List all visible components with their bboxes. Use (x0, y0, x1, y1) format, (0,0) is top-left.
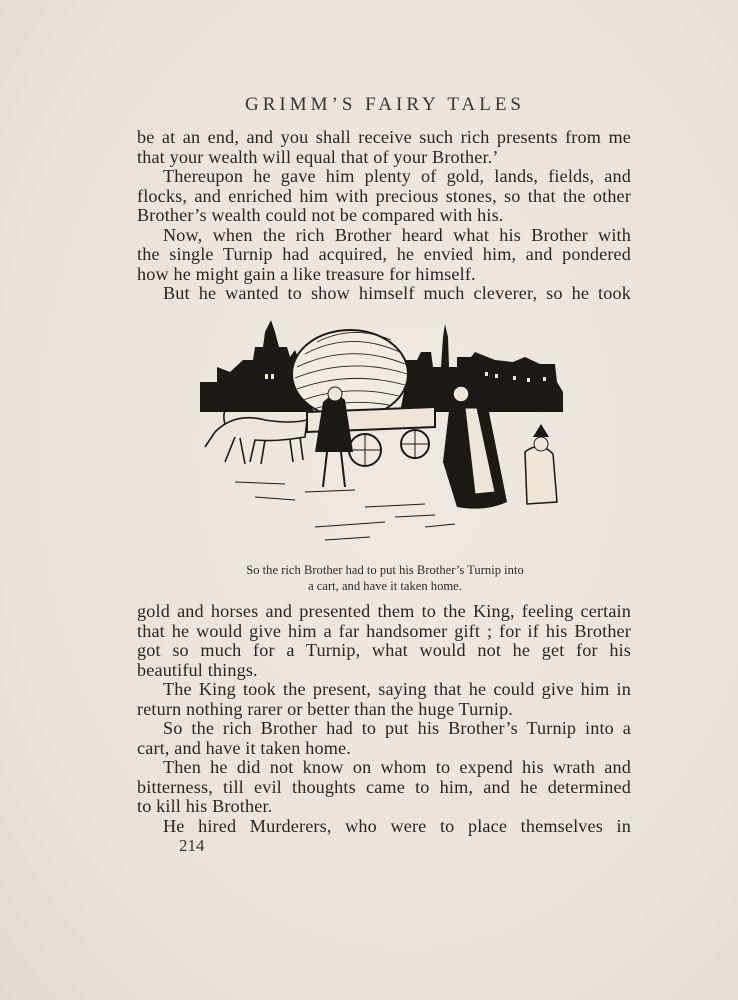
text-line: The King took the present, saying that he could give him in (163, 679, 631, 699)
text-line: bitterness, till evil thoughts came to him, and he determined (137, 776, 631, 797)
illustration-caption (200, 562, 570, 594)
text-line: how he might gain a like treasure for himself. (137, 263, 476, 284)
text-block-bottom (137, 602, 631, 836)
running-head: GRIMM’S FAIRY TALES (245, 94, 525, 115)
page-number: 214 (179, 836, 205, 855)
illustration-turnip-cart (195, 312, 575, 562)
text-block-top (137, 128, 631, 304)
text-line: flocks, and enriched him with precious stones, so that the other (137, 185, 631, 206)
text-line: But he wanted to show himself much cleverer, so he took (163, 283, 631, 303)
text-line: Brother’s wealth could not be compared with his. (137, 205, 504, 225)
text-line: beautiful things. (137, 659, 258, 680)
text-line: that your wealth will equal that of your Brother.’ (137, 146, 499, 167)
text-line: that he would give him a far handsomer gift ; for if his Brother (137, 620, 631, 641)
text-line: return nothing rarer or better than the huge Turnip. (137, 698, 514, 719)
text-line: Thereupon he gave him plenty of gold, lands, fields, and (163, 166, 631, 186)
caption-line-1: So the rich Brother had to put his Brother’s Turnip into (246, 563, 524, 577)
text-line: the single Turnip had acquired, he envied him, and pondered (137, 244, 631, 264)
text-line: He hired Murderers, who were to place themselves in (163, 815, 631, 836)
text-line: gold and horses and presented them to the King, feeling certain (137, 601, 631, 621)
caption-line-2: a cart, and have it taken home. (308, 579, 462, 593)
text-line: got so much for a Turnip, what would not he get for his (137, 640, 631, 660)
text-line: cart, and have it taken home. (137, 737, 351, 758)
text-line: be at an end, and you shall receive such rich presents from me (137, 127, 631, 147)
text-line: to kill his Brother. (137, 796, 273, 816)
text-line: So the rich Brother had to put his Brother’s Turnip into a (163, 718, 631, 738)
text-line: Now, when the rich Brother heard what his Brother with (163, 224, 631, 245)
text-line: Then he did not know on whom to expend his wrath and (163, 757, 631, 777)
